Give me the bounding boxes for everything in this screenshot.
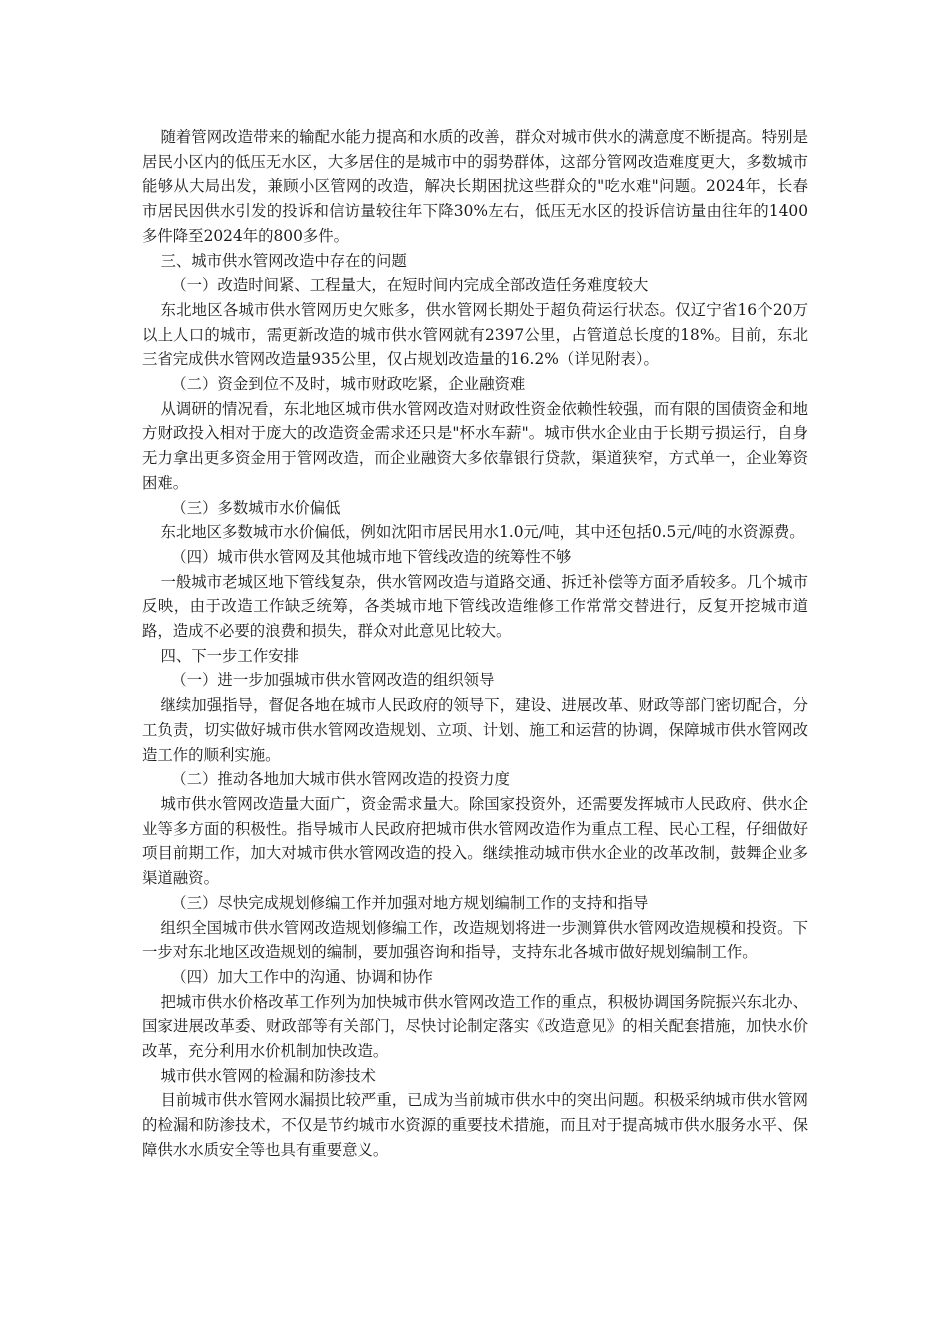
section-heading: 四、下一步工作安排 bbox=[160, 646, 299, 665]
subsection-heading: （一）进一步加强城市供水管网改造的组织领导 bbox=[171, 671, 495, 690]
paragraph: 一般城市老城区地下管线复杂，供水管网改造与道路交通、拆迁补偿等方面矛盾较多。几个城市反映，由于改造工作缺乏统筹，各类城市地下管线改造维修工作常常交替进行，反复开挖城市道路，造成不必要的浪费和损失，群众对此意见比较大。 bbox=[142, 572, 808, 641]
subsection-heading: （三）多数城市水价偏低 bbox=[171, 498, 341, 517]
subsection-heading: （四）加大工作中的沟通、协调和协作 bbox=[171, 967, 433, 986]
subsection-heading: （二）资金到位不及时，城市财政吃紧，企业融资难 bbox=[171, 375, 526, 394]
document-page bbox=[142, 125, 808, 1163]
paragraph: 组织全国城市供水管网改造规划修编工作，改造规划将进一步测算供水管网改造规模和投资。下一步对东北地区改造规划的编制，要加强咨询和指导，支持东北各城市做好规划编制工作。 bbox=[142, 918, 808, 962]
paragraph: 目前城市供水管网水漏损比较严重，已成为当前城市供水中的突出问题。积极采纳城市供水管网的检漏和防渗技术，不仅是节约城市水资源的重要技术措施，而且对于提高城市供水服务水平、保障供水水质安全等也具有重要意义。 bbox=[142, 1091, 808, 1159]
paragraph: 把城市供水价格改革工作列为加快城市供水管网改造工作的重点，积极协调国务院振兴东北办、国家进展改革委、财政部等有关部门，尽快讨论制定落实《改造意见》的相关配套措施，加快水价改革，充分利用水价机制加快改造。 bbox=[142, 992, 808, 1061]
section-heading: 三、城市供水管网改造中存在的问题 bbox=[160, 251, 407, 270]
paragraph: 东北地区多数城市水价偏低，例如沈阳市居民用水1.0元/吨，其中还包括0.5元/吨的水资源费。 bbox=[160, 523, 805, 542]
section-heading: 城市供水管网的检漏和防渗技术 bbox=[160, 1066, 376, 1085]
paragraph: 东北地区各城市供水管网历史欠账多，供水管网长期处于超负荷运行状态。仅辽宁省16个20万以上人口的城市，需更新改造的城市供水管网就有2397公里，占管道总长度的18%。目前，东北三省完成供水管网改造量935公里，仅占规划改造量的16.2%（详见附表）。 bbox=[142, 300, 808, 369]
paragraph: 继续加强指导，督促各地在城市人民政府的领导下，建设、进展改革、财政等部门密切配合，分工负责，切实做好城市供水管网改造规划、立项、计划、施工和运营的协调，保障城市供水管网改造工作的顺利实施。 bbox=[142, 696, 808, 764]
subsection-heading: （四）城市供水管网及其他城市地下管线改造的统筹性不够 bbox=[171, 547, 572, 566]
paragraph: 城市供水管网改造量大面广，资金需求量大。除国家投资外，还需要发挥城市人民政府、供水企业等多方面的积极性。指导城市人民政府把城市供水管网改造作为重点工程、民心工程，仔细做好项目前期工作，加大对城市供水管网改造的投入。继续推动城市供水企业的改革改制，鼓舞企业多渠道融资。 bbox=[142, 794, 808, 888]
subsection-heading: （一）改造时间紧、工程量大，在短时间内完成全部改造任务难度较大 bbox=[171, 276, 649, 295]
paragraph: 随着管网改造带来的输配水能力提高和水质的改善，群众对城市供水的满意度不断提高。特别是居民小区内的低压无水区，大多居住的是城市中的弱势群体，这部分管网改造难度更大，多数城市能够从大局出发，兼顾小区管网的改造，解决长期困扰这些群众的"吃水难"问题。2024年，长春市居民因供水引发的投诉和信访量较往年下降30%左右，低压无水区的投诉信访量由往年的1400多件降至2024年的800多件。 bbox=[142, 128, 808, 245]
subsection-heading: （二）推动各地加大城市供水管网改造的投资力度 bbox=[171, 770, 510, 789]
paragraph: 从调研的情况看，东北地区城市供水管网改造对财政性资金依赖性较强，而有限的国债资金和地方财政投入相对于庞大的改造资金需求还只是"杯水车薪"。城市供水企业由于长期亏损运行，自身无力拿出更多资金用于管网改造，而企业融资大多依靠银行贷款，渠道狭窄，方式单一，企业筹资困难。 bbox=[142, 399, 808, 492]
subsection-heading: （三）尽快完成规划修编工作并加强对地方规划编制工作的支持和指导 bbox=[171, 893, 649, 912]
